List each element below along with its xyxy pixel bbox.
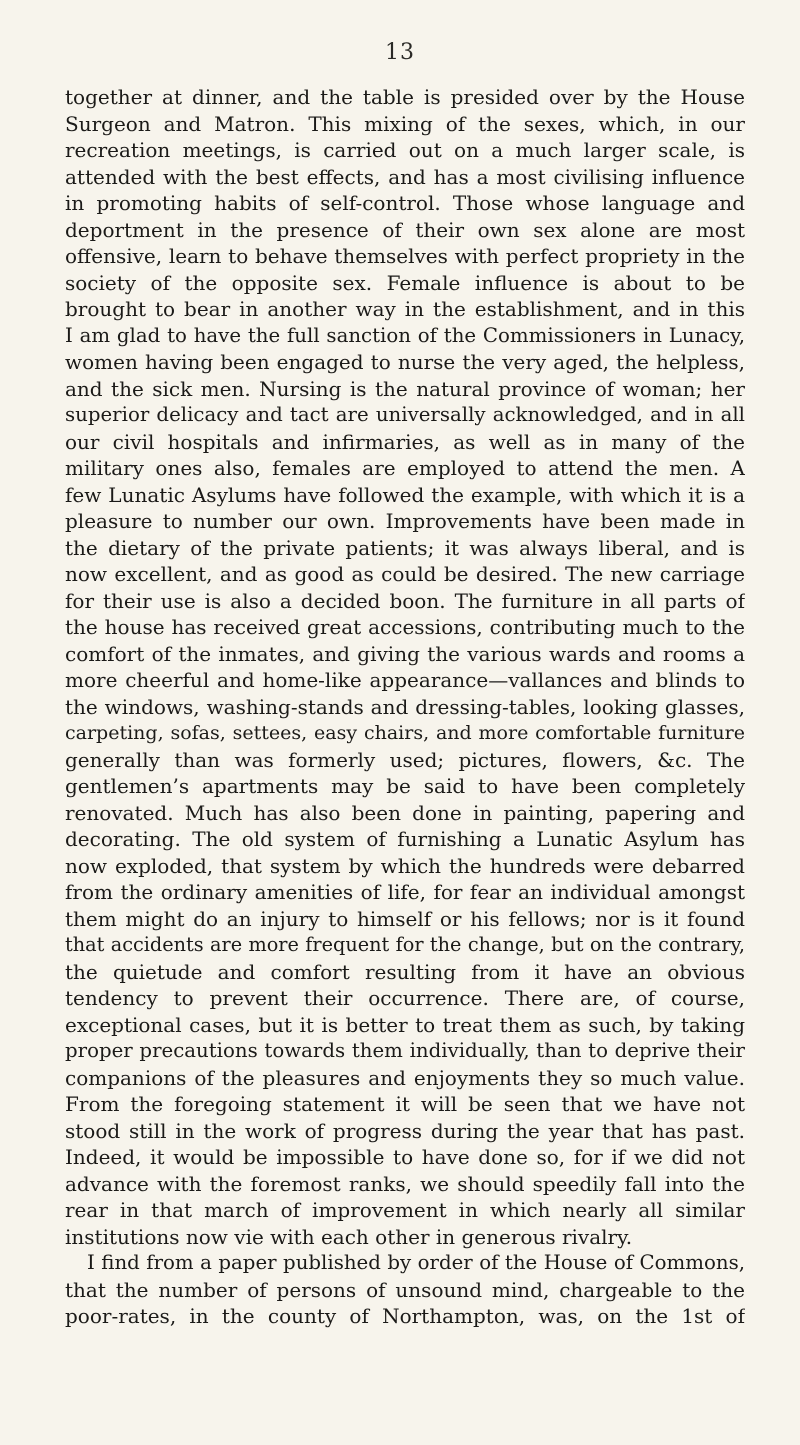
text-line: society of the opposite sex. Female influence is about to be: [65, 270, 745, 295]
text-line: decorating. The old system of furnishing a Lunatic Asylum has: [65, 827, 745, 851]
text-line: I am glad to have the full sanction of the Commissioners in Lunacy,: [65, 323, 745, 347]
text-line: superior delicacy and tact are universally acknowledged, and in all: [65, 403, 745, 426]
text-line: and the sick men. Nursing is the natural province of woman; her: [65, 376, 745, 401]
text-line: our civil hospitals and infirmaries, as well as in many of the: [65, 429, 745, 454]
paragraph-start-line: I find from a paper published by order of the House of Commons,: [87, 1251, 745, 1274]
text-line: the windows, washing-stands and dressing-tables, looking glasses,: [65, 694, 745, 719]
text-line: recreation meetings, is carried out on a much larger scale, is: [65, 138, 745, 162]
text-line: in promoting habits of self-control. Those whose language and: [65, 191, 745, 215]
text-line: From the foregoing statement it will be seen that we have not: [65, 1092, 745, 1116]
text-line: poor-rates, in the county of Northampton, was, on the 1st of: [65, 1304, 745, 1328]
text-line: institutions now vie with each other in generous rivalry.: [65, 1224, 633, 1249]
text-line: proper precautions towards them individually, than to deprive their: [65, 1039, 745, 1062]
text-line: stood still in the work of progress during the year that has past.: [65, 1118, 745, 1143]
text-line: attended with the best effects, and has a most civilising influence: [65, 164, 745, 189]
text-line: pleasure to number our own. Improvements have been made in: [65, 509, 745, 533]
text-line: renovated. Much has also been done in painting, papering and: [65, 800, 745, 825]
text-line: companions of the pleasures and enjoyments they so much value.: [65, 1065, 745, 1090]
text-line: tendency to prevent their occurrence. There are, of course,: [65, 986, 745, 1010]
text-line: now exploded, that system by which the hundreds were debarred: [65, 853, 745, 878]
text-line: generally than was formerly used; pictures, flowers, &c. The: [65, 747, 745, 772]
text-line: women having been engaged to nurse the very aged, the helpless,: [65, 350, 745, 374]
text-line: now excellent, and as good as could be desired. The new carriage: [65, 562, 745, 586]
text-line: them might do an injury to himself or his fellows; nor is it found: [65, 906, 745, 931]
text-line: Surgeon and Matron. This mixing of the sexes, which, in our: [65, 111, 745, 136]
text-line: rear in that march of improvement in which nearly all similar: [65, 1198, 745, 1222]
text-line: the dietary of the private patients; it was always liberal, and is: [65, 535, 745, 560]
text-line: for their use is also a decided boon. The furniture in all parts of: [65, 588, 745, 613]
text-line: few Lunatic Asylums have followed the example, with which it is a: [65, 482, 745, 507]
text-line: advance with the foremost ranks, we should speedily fall into the: [65, 1171, 745, 1196]
text-line: military ones also, females are employed to attend the men. A: [65, 456, 745, 480]
text-line: deportment in the presence of their own sex alone are most: [65, 217, 745, 242]
text-line: offensive, learn to behave themselves with perfect propriety in the: [65, 244, 745, 268]
body-text: [65, 84, 745, 1330]
text-line: that the number of persons of unsound mind, chargeable to the: [65, 1277, 745, 1302]
text-line: the quietude and comfort resulting from it have an obvious: [65, 959, 745, 984]
text-line: exceptional cases, but it is better to treat them as such, by taking: [65, 1012, 745, 1037]
text-line: Indeed, it would be impossible to have done so, for if we did not: [65, 1145, 745, 1169]
text-line: carpeting, sofas, settees, easy chairs, and more comfortable furniture: [65, 722, 745, 744]
text-line: more cheerful and home-like appearance—vallances and blinds to: [65, 668, 745, 692]
text-line: that accidents are more frequent for the change, but on the contrary,: [65, 933, 745, 956]
text-line: from the ordinary amenities of life, for fear an individual amongst: [65, 880, 745, 904]
text-line: the house has received great accessions, contributing much to the: [65, 615, 745, 639]
text-line: together at dinner, and the table is presided over by the House: [65, 85, 745, 109]
text-line: brought to bear in another way in the establishment, and in this: [65, 297, 745, 321]
text-line: comfort of the inmates, and giving the various wards and rooms a: [65, 641, 745, 666]
text-line: gentlemen’s apartments may be said to have been completely: [65, 774, 745, 798]
page-number: 13: [385, 40, 415, 65]
